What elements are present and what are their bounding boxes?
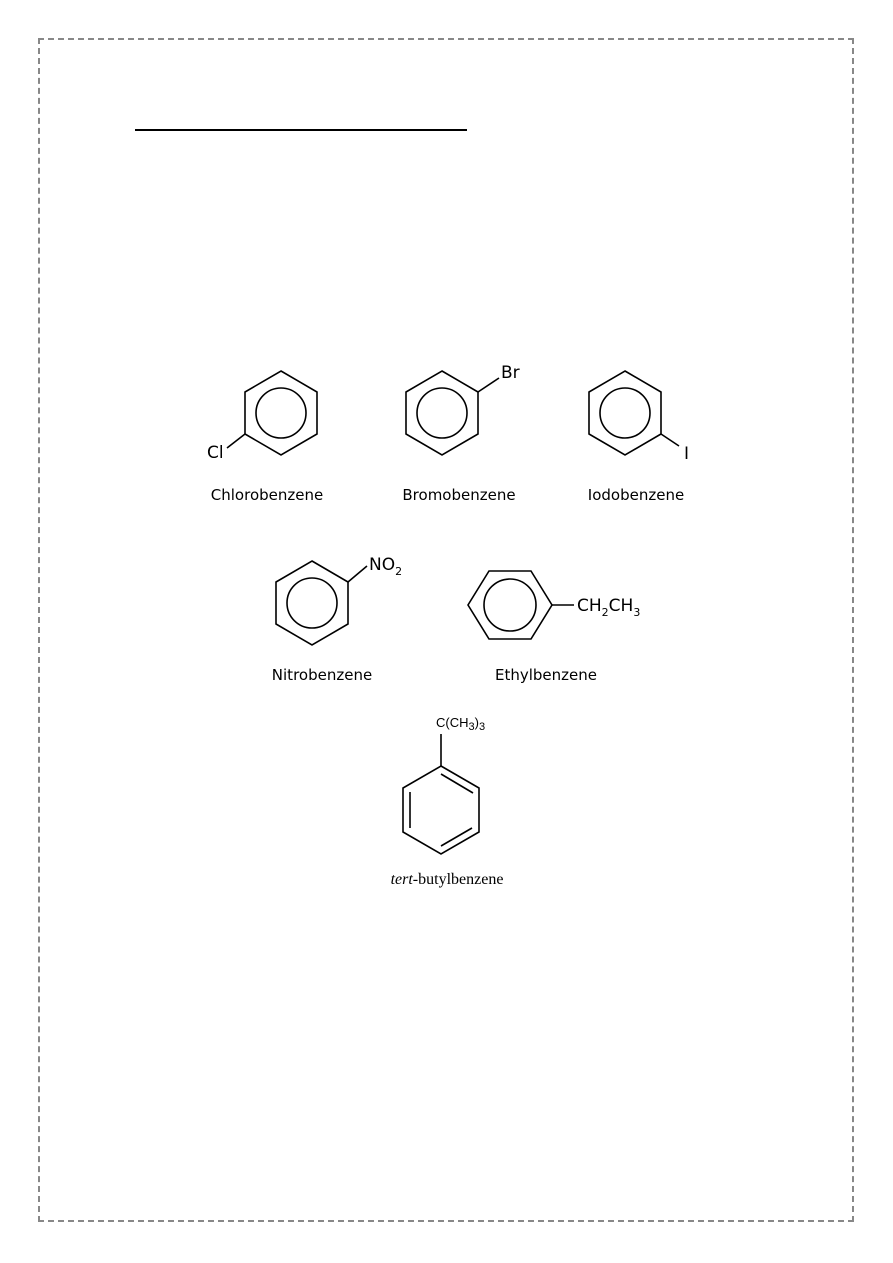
aromatic-circle bbox=[484, 579, 536, 631]
compound-name: Iodobenzene bbox=[587, 486, 685, 504]
nitrobenzene-structure bbox=[272, 555, 402, 684]
compound-name: Chlorobenzene bbox=[210, 486, 324, 504]
iodobenzene-structure bbox=[588, 371, 689, 504]
substituent-label: I bbox=[684, 444, 690, 464]
substituent-label: $CH_2CH_3$ bbox=[577, 596, 641, 619]
substituent-bond bbox=[478, 378, 499, 392]
compound-name: Nitrobenzene bbox=[271, 666, 373, 684]
aromatic-double-bond bbox=[441, 828, 472, 846]
aromatic-circle bbox=[600, 388, 650, 438]
bromobenzene-structure bbox=[402, 363, 519, 504]
aromatic-circle bbox=[417, 388, 467, 438]
substituent-bond bbox=[227, 434, 245, 448]
ethylbenzene-structure bbox=[468, 571, 640, 684]
benzene-ring bbox=[468, 571, 552, 639]
substituent-label: $C(CH_3)_3$ bbox=[436, 715, 486, 733]
substituent-label: Cl bbox=[207, 443, 224, 463]
aromatic-circle bbox=[256, 388, 306, 438]
substituent-label: $NO_2$ bbox=[369, 555, 403, 578]
substituent-bond bbox=[661, 434, 679, 446]
substituent-bond bbox=[348, 566, 367, 582]
compound-name: Bromobenzene bbox=[402, 486, 516, 504]
substituent-label: Br bbox=[501, 363, 520, 383]
tert-butylbenzene-structure bbox=[391, 715, 504, 888]
aromatic-circle bbox=[287, 578, 337, 628]
compound-name: tert-butylbenzene bbox=[390, 871, 504, 888]
aromatic-double-bond bbox=[441, 774, 473, 793]
compound-name: Ethylbenzene bbox=[494, 666, 598, 684]
benzene-ring bbox=[403, 766, 479, 854]
chlorobenzene-structure bbox=[207, 371, 323, 504]
